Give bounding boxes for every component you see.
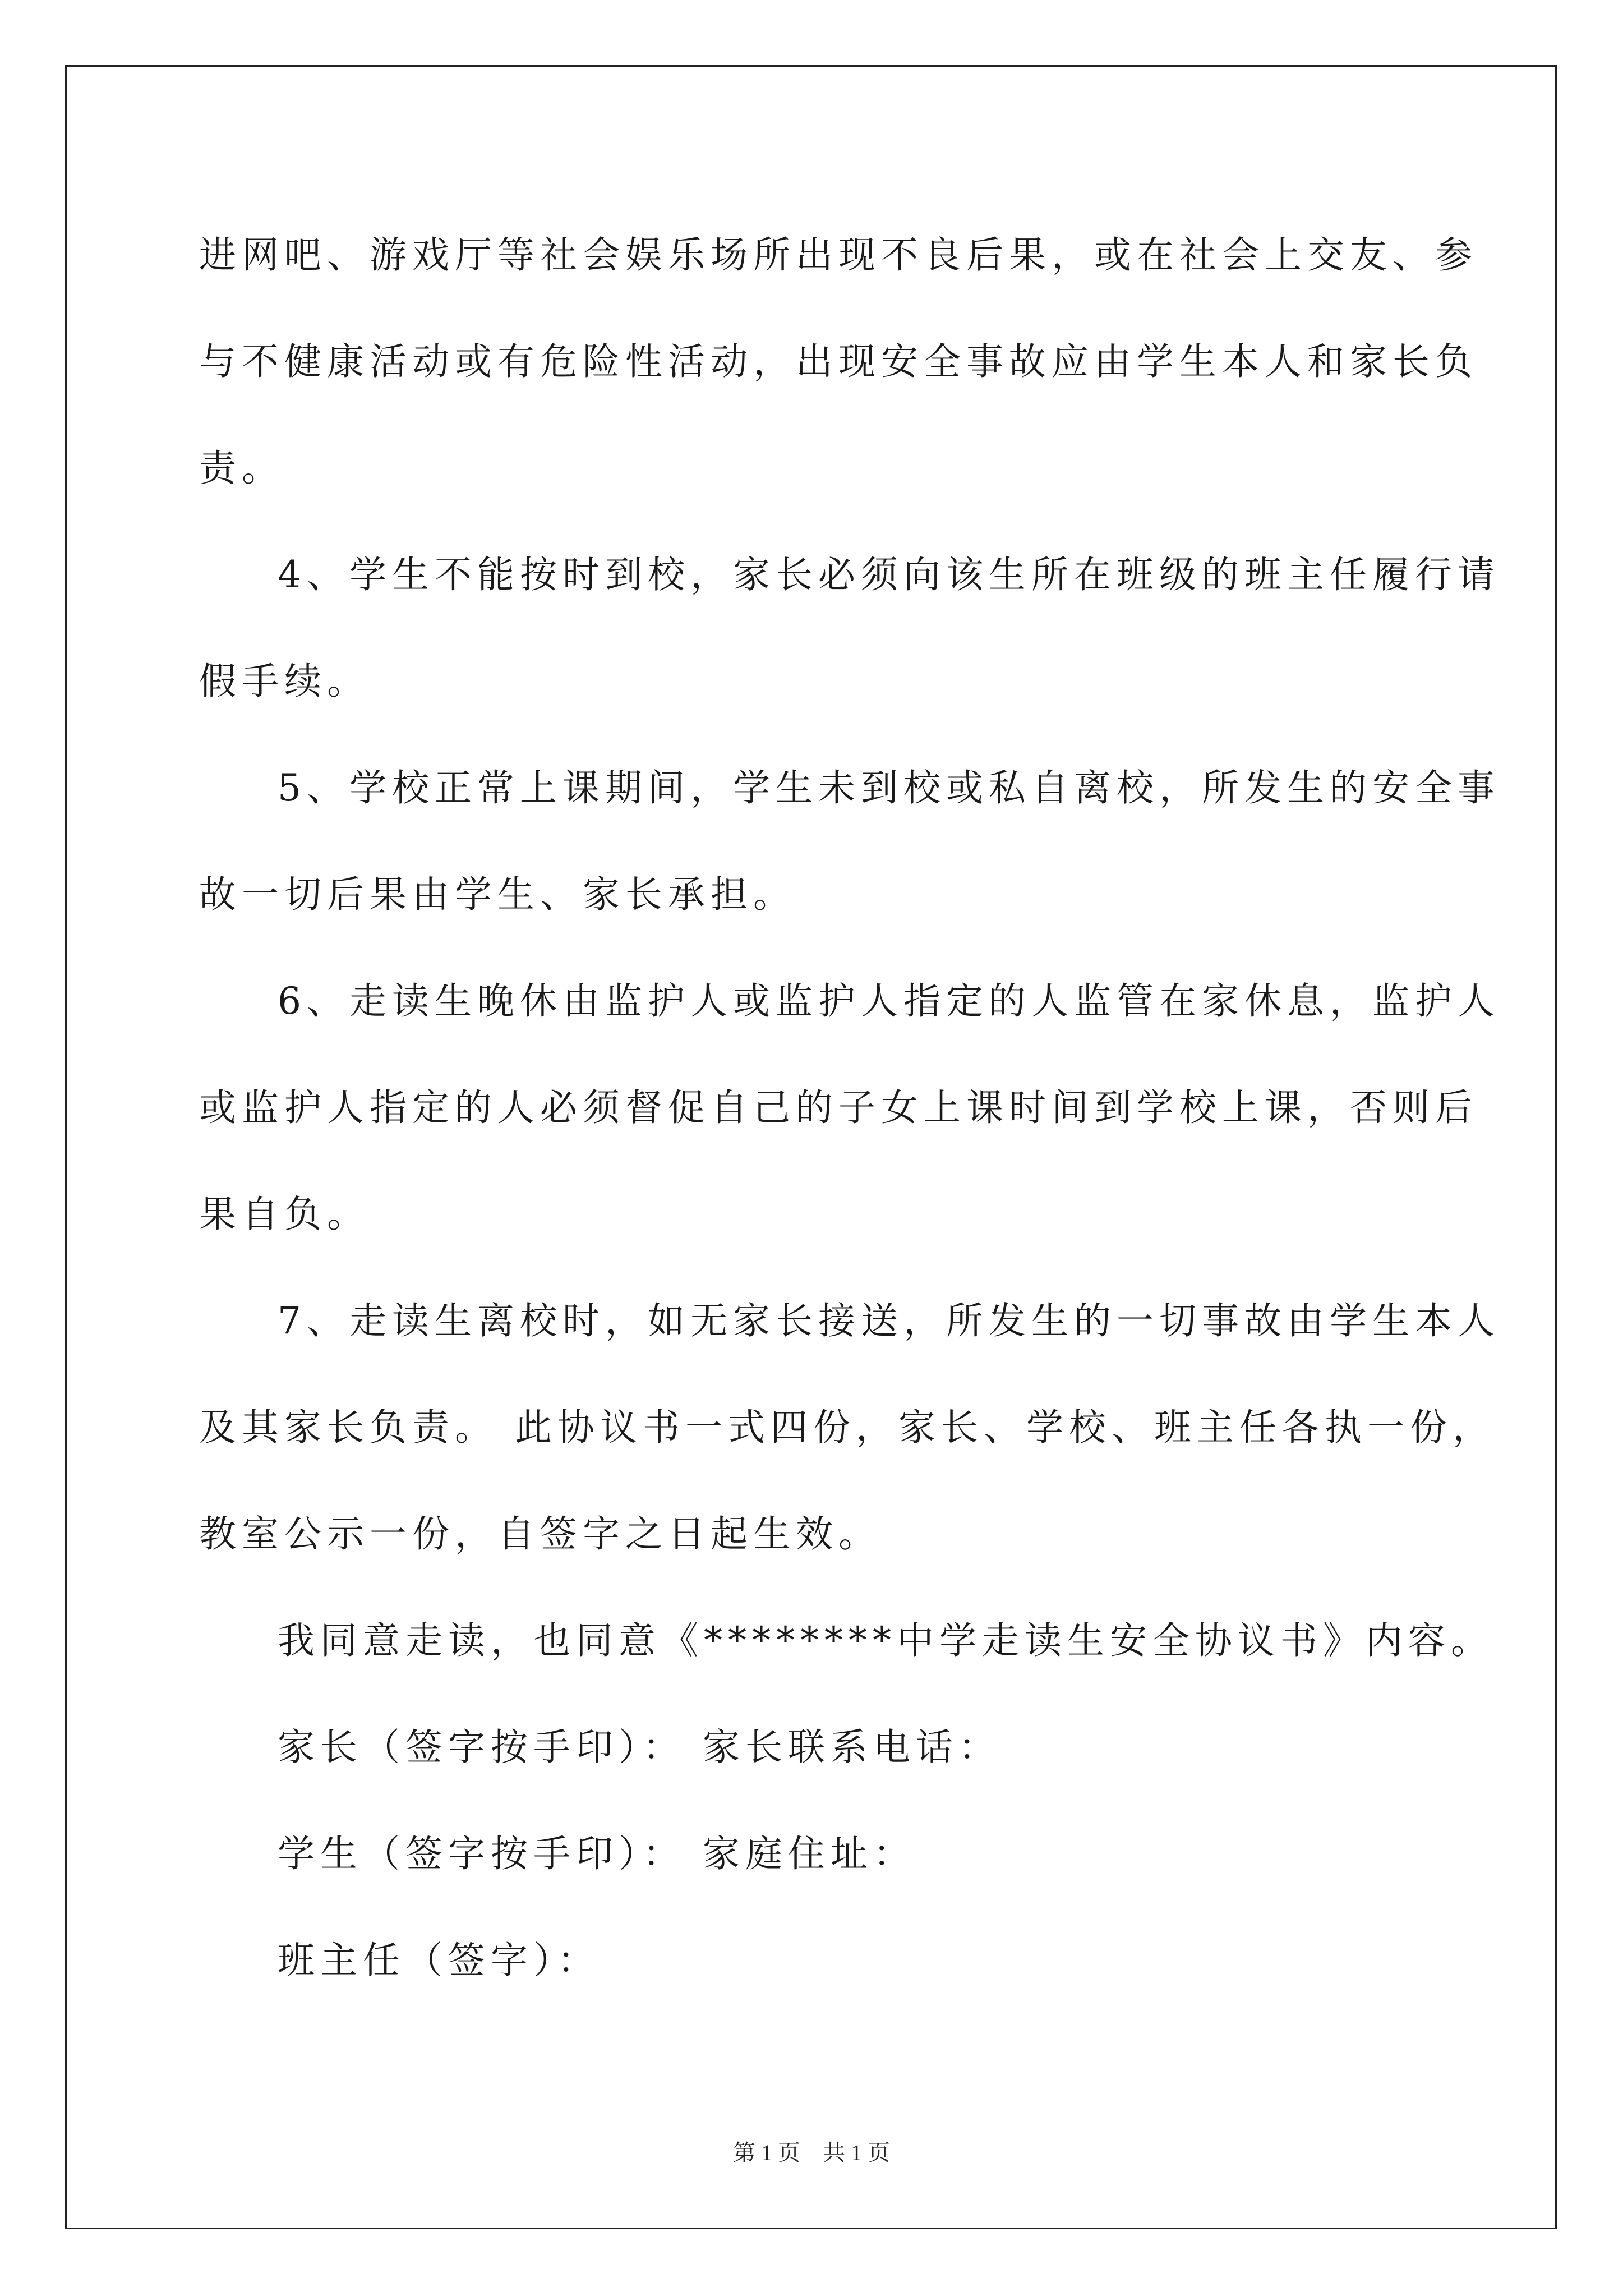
text-line: 果自负。 (199, 1193, 370, 1236)
teacher-signature-line: 班主任（签字）： (278, 1939, 600, 1982)
text-line: 或监护人指定的人必须督促自己的子女上课时间到学校上课，否则后 (199, 1086, 1478, 1129)
text-line: 教室公示一份，自签字之日起生效。 (199, 1512, 881, 1556)
text-line: 责。 (199, 447, 284, 490)
text-line: 与不健康活动或有危险性活动，出现安全事故应由学生本人和家长负 (199, 340, 1478, 383)
text-line: 进网吧、游戏厅等社会娱乐场所出现不良后果，或在社会上交友、参 (199, 233, 1478, 277)
text-line: 及其家长负责。 此协议书一式四份，家长、学校、班主任各执一份， (199, 1406, 1495, 1449)
text-line: 5、学校正常上课期间，学生未到校或私自离校，所发生的安全事 (278, 766, 1500, 809)
text-line: 故一切后果由学生、家长承担。 (199, 873, 796, 916)
parent-signature-line: 家长（签字按手印）： 家长联系电话： (278, 1726, 1001, 1769)
student-signature-line: 学生（签字按手印）： 家庭住址： (278, 1832, 916, 1875)
document-body (199, 202, 1500, 2014)
text-line: 4、学生不能按时到校，家长必须向该生所在班级的班主任履行请 (278, 553, 1500, 596)
page-number-footer: 第 1 页 共 1 页 (733, 2140, 890, 2165)
consent-line: 我同意走读，也同意《********中学走读生安全协议书》内容。 (278, 1619, 1493, 1662)
text-line: 假手续。 (199, 660, 370, 703)
text-line: 6、走读生晚休由监护人或监护人指定的人监管在家休息，监护人 (278, 979, 1500, 1023)
text-line: 7、走读生离校时，如无家长接送，所发生的一切事故由学生本人 (278, 1299, 1500, 1342)
